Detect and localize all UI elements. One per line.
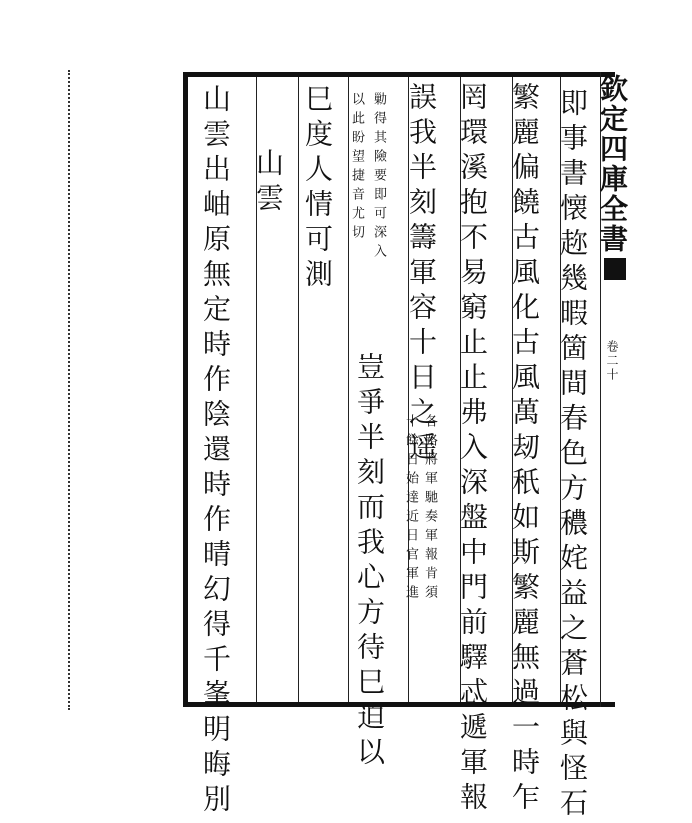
text-column-2: 繁麗偏饒古風化古風萬刼秖如斯繁麗無過一時乍: [508, 82, 541, 817]
annotation-line: 勦得其險要即可深入: [371, 92, 386, 263]
text-column-5-main: 豈爭半刻而我心方待巳迫以: [353, 352, 386, 772]
poem-title: 山雲: [252, 148, 285, 218]
annotation-line: 十餘日始達近日官軍進: [403, 414, 418, 604]
volume-label: 卷二十: [605, 340, 619, 382]
annotation-line: 以此盼望捷音尤切: [349, 92, 364, 244]
fishtail-mark: [604, 258, 626, 280]
page-gutter-edge: [68, 70, 74, 710]
text-column-3: 罔環溪抱不易窮止止弗入深盤中門前驛忒遞軍報: [456, 82, 489, 817]
book-title: 欽定四庫全書: [596, 74, 629, 254]
text-frame: [183, 72, 615, 707]
text-column-1: 即事書懐趂幾暇箇間春色方穠姹益之蒼松與怪石: [556, 88, 589, 823]
column-rule: [298, 77, 299, 702]
text-column-4-main: 誤我半刻籌軍容十日之遥: [405, 82, 438, 467]
annotation-line: 各路將軍馳奏軍報肯須: [422, 414, 437, 604]
text-column-8: 山雲出岫原無定時作陰還時作晴幻得千峯明晦別: [199, 84, 232, 819]
text-column-6: 巳度人情可測: [301, 84, 334, 294]
